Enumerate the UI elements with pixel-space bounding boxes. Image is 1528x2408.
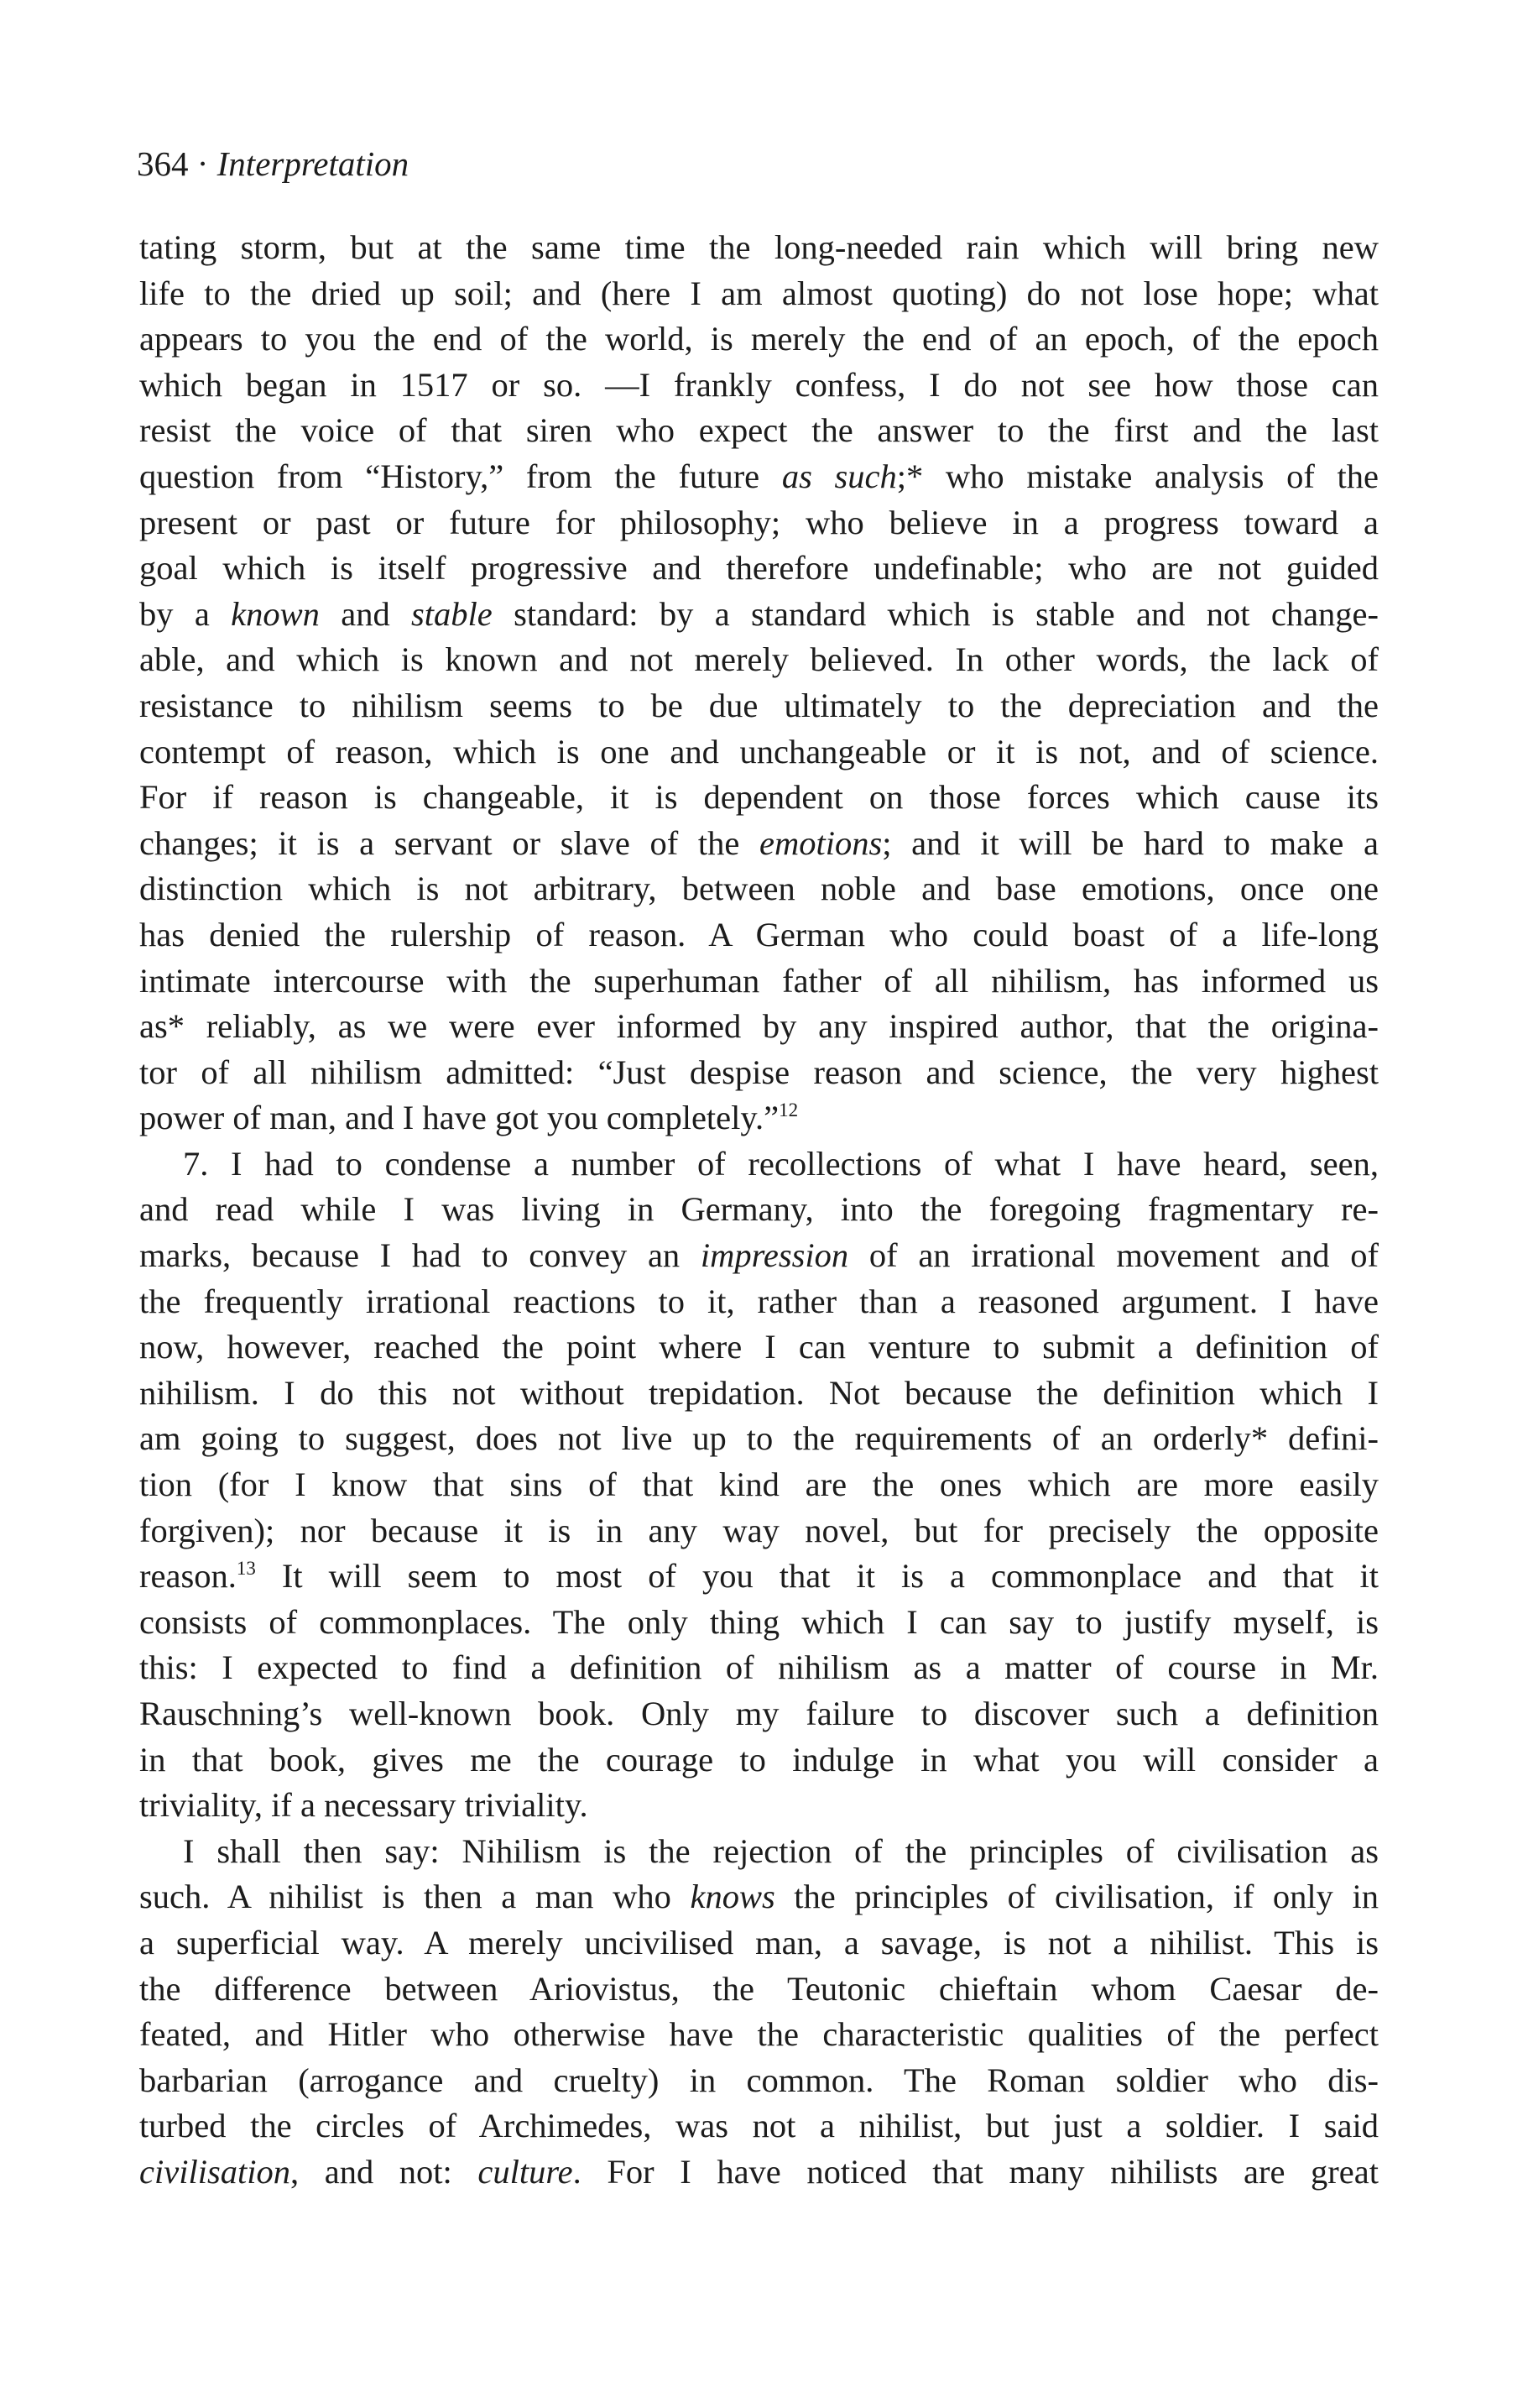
text-line xyxy=(139,1967,1379,2013)
text-line xyxy=(139,1324,1379,1371)
text-segment: knows xyxy=(690,1878,775,1916)
text-segment: appears to you the end of the world, is merely the end of an epoch, of the epoch xyxy=(139,320,1379,358)
text-segment: life to the dried up soil; and (here I am almost quoting) do not lose hope; what xyxy=(139,274,1379,312)
text-line xyxy=(139,546,1379,592)
text-line xyxy=(139,1691,1379,1737)
text-segment: For if reason is changeable, it is dependent on those forces which cause its xyxy=(139,778,1379,817)
text-line xyxy=(139,1600,1379,1646)
text-segment: reason. xyxy=(139,1557,237,1596)
text-segment: civilisation xyxy=(139,2152,290,2191)
text-line xyxy=(139,1829,1379,1875)
text-line xyxy=(139,271,1379,317)
text-segment: forgiven); nor because it is in any way novel, but for precisely the opposite xyxy=(139,1511,1379,1549)
text-line xyxy=(139,1874,1379,1920)
text-segment: this: I expected to find a definition of nihilism as a matter of course in Mr. xyxy=(139,1648,1379,1687)
text-segment: the difference between Ariovistus, the Teutonic chieftain whom Caesar de- xyxy=(139,1969,1379,2008)
text-line xyxy=(139,363,1379,409)
text-segment: barbarian (arrogance and cruelty) in common. The Roman soldier who dis- xyxy=(139,2061,1379,2099)
text-line xyxy=(139,225,1379,271)
text-line xyxy=(139,958,1379,1005)
text-segment: 7. I had to condense a number of recollections of what I have heard, seen, xyxy=(183,1144,1379,1183)
text-line xyxy=(139,729,1379,776)
text-segment: impression xyxy=(700,1236,849,1275)
text-segment: ;* who mistake analysis of the xyxy=(896,457,1379,495)
text-line xyxy=(139,683,1379,729)
text-segment: resistance to nihilism seems to be due ultimately to the depreciation and the xyxy=(139,686,1379,724)
text-line xyxy=(139,1783,1379,1829)
text-segment: triviality, if a necessary triviality. xyxy=(139,1786,588,1825)
text-segment: power of man, and I have got you completely.” xyxy=(139,1099,780,1137)
text-segment: feated, and Hitler who otherwise have the characteristic qualities of the perfect xyxy=(139,2015,1379,2054)
text-line xyxy=(139,1920,1379,1967)
text-segment: as* reliably, as we were ever informed by any inspired author, that the origina- xyxy=(139,1007,1379,1046)
text-segment: culture xyxy=(477,2152,573,2191)
text-line xyxy=(139,1508,1379,1554)
text-segment: changes; it is a servant or slave of the xyxy=(139,823,760,862)
text-segment: a superficial way. A merely uncivilised man, a savage, is not a nihilist. This is xyxy=(139,1923,1379,1961)
text-line xyxy=(139,316,1379,363)
text-segment: , and not: xyxy=(289,2152,478,2191)
text-segment: nihilism. I do this not without trepidation. Not because the definition which I xyxy=(139,1373,1379,1412)
text-line xyxy=(139,1095,1379,1141)
text-segment: . For I have noticed that many nihilists are great xyxy=(572,2152,1379,2191)
page-number: 364 xyxy=(137,144,189,183)
text-segment: and xyxy=(319,594,412,633)
text-segment: able, and which is known and not merely believed. In other words, the lack of xyxy=(139,640,1379,679)
text-line xyxy=(139,1279,1379,1325)
text-segment: Rauschning’s well-known book. Only my failure to discover such a definition xyxy=(139,1695,1379,1732)
text-segment: marks, because I had to convey an xyxy=(139,1236,701,1275)
text-line xyxy=(139,2103,1379,2149)
text-line xyxy=(139,912,1379,958)
text-line xyxy=(139,1737,1379,1784)
text-line xyxy=(139,500,1379,546)
body-text xyxy=(139,225,1379,2196)
text-segment: the principles of civilisation, if only in xyxy=(774,1878,1379,1916)
text-segment: in that book, gives me the courage to indulge in what you will consider a xyxy=(139,1740,1379,1779)
text-segment: of an irrational movement and of xyxy=(848,1236,1379,1275)
text-segment: am going to suggest, does not live up to the requirements of an orderly* defini- xyxy=(139,1419,1379,1458)
text-line xyxy=(139,1141,1379,1188)
running-title: Interpretation xyxy=(216,144,409,183)
text-line xyxy=(139,1416,1379,1462)
text-segment: tor of all nihilism admitted: “Just despise reason and science, the very highest xyxy=(139,1053,1379,1091)
text-line xyxy=(139,1004,1379,1050)
text-line xyxy=(139,1371,1379,1417)
text-segment: known xyxy=(231,594,320,633)
text-line xyxy=(139,2058,1379,2104)
text-line xyxy=(139,1554,1379,1600)
text-segment: I shall then say: Nihilism is the rejection of the principles of civilisation as xyxy=(183,1831,1379,1870)
text-segment: ; and it will be hard to make a xyxy=(882,823,1379,862)
footnote-reference: 13 xyxy=(236,1558,256,1580)
text-line xyxy=(139,637,1379,683)
text-segment: turbed the circles of Archimedes, was not a nihilist, but just a soldier. I said xyxy=(139,2107,1379,2145)
text-line xyxy=(139,1462,1379,1508)
text-line xyxy=(139,454,1379,500)
text-segment: the frequently irrational reactions to it, rather than a reasoned argument. I have xyxy=(139,1282,1379,1320)
text-segment: It will seem to most of you that it is a commonplace and that it xyxy=(255,1557,1379,1596)
text-line xyxy=(139,775,1379,821)
text-line xyxy=(139,408,1379,454)
text-segment: has denied the rulership of reason. A German who could boast of a life-long xyxy=(139,915,1379,953)
text-segment: tating storm, but at the same time the long-needed rain which will bring new xyxy=(139,228,1379,266)
text-segment: distinction which is not arbitrary, between noble and base emotions, once one xyxy=(139,870,1379,908)
text-segment: stable xyxy=(411,594,493,633)
running-header xyxy=(137,143,409,185)
text-segment: present or past or future for philosophy; who believe in a progress toward a xyxy=(139,503,1379,541)
text-line xyxy=(139,2012,1379,2058)
text-line xyxy=(139,1645,1379,1691)
text-segment: consists of commonplaces. The only thing which I can say to justify myself, is xyxy=(139,1602,1379,1641)
text-segment: by a xyxy=(139,594,232,633)
footnote-reference: 12 xyxy=(779,1100,799,1121)
text-segment: emotions xyxy=(759,823,883,862)
text-segment: intimate intercourse with the superhuman father of all nihilism, has informed us xyxy=(139,961,1379,1000)
text-line xyxy=(139,592,1379,638)
text-segment: goal which is itself progressive and therefore undefinable; who are not guided xyxy=(139,549,1379,588)
header-separator: · xyxy=(196,144,209,183)
text-segment: standard: by a standard which is stable and not change- xyxy=(492,594,1379,633)
text-line xyxy=(139,2149,1379,2196)
text-line xyxy=(139,866,1379,912)
text-segment: which began in 1517 or so. —I frankly confess, I do not see how those can xyxy=(139,365,1379,404)
text-line xyxy=(139,1187,1379,1233)
text-line xyxy=(139,821,1379,867)
text-segment: tion (for I know that sins of that kind are the ones which are more easily xyxy=(139,1465,1379,1504)
text-segment: and read while I was living in Germany, into the foregoing fragmentary re- xyxy=(139,1190,1379,1229)
text-segment: resist the voice of that siren who expect the answer to the first and the last xyxy=(139,411,1379,450)
text-line xyxy=(139,1233,1379,1279)
text-segment: question from “History,” from the future xyxy=(139,457,782,495)
text-line xyxy=(139,1050,1379,1096)
text-segment: now, however, reached the point where I can venture to submit a definition of xyxy=(139,1328,1379,1366)
text-segment: as such xyxy=(781,457,897,495)
text-segment: contempt of reason, which is one and unchangeable or it is not, and of science. xyxy=(139,732,1379,770)
text-segment: such. A nihilist is then a man who xyxy=(139,1878,691,1916)
